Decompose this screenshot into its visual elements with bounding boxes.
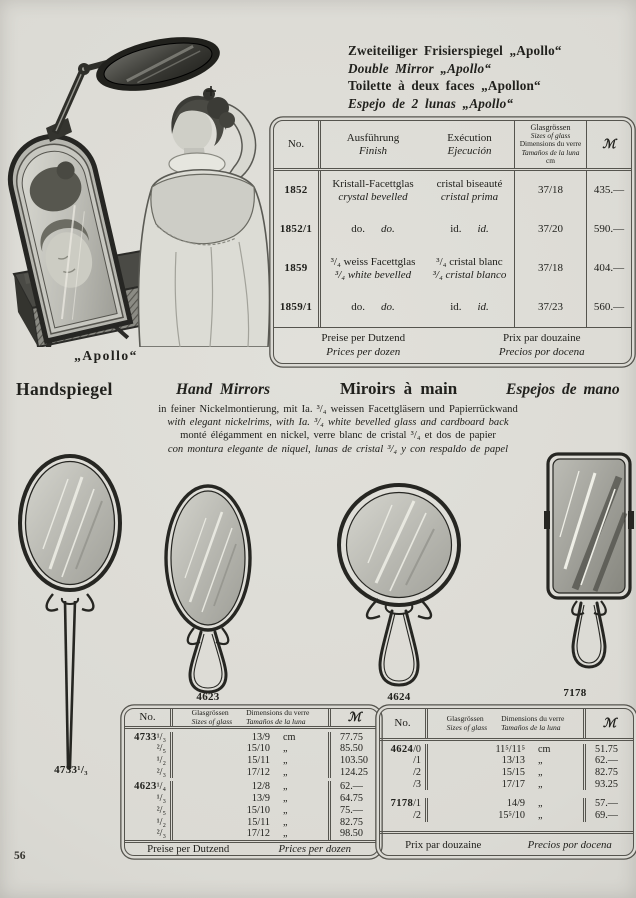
table-row [274, 210, 631, 249]
row-finish: ³/₄ weiss Facettglas ³/₄ white bevelled [330, 256, 416, 281]
title-english: Double Mirror „Apollo“ [348, 60, 492, 76]
header-price-mark: ℳ [347, 710, 362, 725]
table-header-row [125, 709, 378, 729]
row-price: 404.— [593, 262, 625, 275]
section-heading-german: Handspiegel [16, 379, 113, 399]
mirror-label-7178: 7178 [563, 687, 587, 699]
apollo-dressing-mirror-illustration [6, 12, 276, 347]
header-no: No. [274, 121, 321, 168]
illustration-caption: „Apollo“ [74, 348, 138, 363]
row-no: 1859 [274, 249, 321, 288]
row-size: 37/18 [515, 249, 587, 288]
row-size: 37/23 [515, 288, 587, 327]
footer-per-dozen-de-en: Preise per Dutzend Prices per dozen [321, 332, 406, 358]
table-row: ¹/₂ 15/11 „ 82.75 [125, 817, 378, 829]
header-price-mark: ℳ [602, 716, 617, 730]
hand-mirrors-price-table-left [124, 708, 379, 856]
apollo-price-table [273, 120, 632, 364]
table-body [125, 729, 378, 840]
table-body [380, 741, 633, 831]
row-execution: id. id. [425, 288, 515, 327]
title-german: Zweiteiliger Frisierspiegel „Apollo“ [348, 43, 562, 58]
table-row: ²/₃ 17/12 „ 98.50 [125, 828, 378, 840]
table-row: ¹/₃ 13/9 „ 64.75 [125, 793, 378, 805]
table-row: 4733¹/₃ 13/9 cm 77.75 [125, 732, 378, 744]
table-header-row [380, 709, 633, 741]
header-execution: Exécution Ejecución [425, 121, 515, 168]
table-row [274, 171, 631, 210]
row-price: 560.— [593, 301, 625, 314]
table-row: ²/₃ 17/12 „ 124.25 [125, 767, 378, 779]
row-size: 37/20 [515, 210, 587, 249]
hand-mirror-7178-illustration [541, 449, 636, 681]
row-finish: do. do. [351, 301, 395, 314]
table-row [274, 288, 631, 327]
row-execution: ³/₄ cristal blanc ³/₄ cristal blanco [425, 249, 515, 288]
row-execution: cristal biseauté cristal prima [425, 171, 515, 210]
row-finish: Kristall-Facettglas crystal bevelled [332, 178, 414, 203]
header-no: No. [380, 709, 428, 738]
title-french: Toilette à deux faces „Apollon“ [348, 78, 541, 93]
section-description [98, 403, 578, 456]
row-size: 37/18 [515, 171, 587, 210]
hand-mirror-4624-illustration [334, 479, 464, 691]
header-glass-sizes: Glasgrössen Sizes of glass Dimensions du verre Tamaños de la luna [428, 709, 586, 738]
table-row: ²/₅ 15/10 „ 75.— [125, 805, 378, 817]
section-heading-spanish: Espejos de mano [506, 381, 620, 398]
table-footer [274, 327, 631, 363]
hand-mirrors-price-table-right [379, 708, 634, 856]
header-glass-sizes: Glasgrössen Sizes of glass Dimensions du verre Tamaños de la luna [173, 709, 331, 726]
mirror-label-4624: 4624 [387, 691, 411, 703]
description-english: with elegant nickelrims, with Ia. ³/₄ white bevelled glass and cardboard back [167, 417, 509, 429]
description-german: in feiner Nickelmontierung, mit Ia. ³/₄ weissen Facettgläsern und Papierrückwand [158, 404, 518, 415]
section-heading-french: Miroirs à main [340, 379, 458, 398]
table-row: ¹/₂ 15/11 „ 103.50 [125, 755, 378, 767]
product-title-block [348, 42, 633, 112]
header-glass-sizes: Glasgrössen Sizes of glass Dimensions du verre Tamaños de la luna cm [515, 121, 587, 168]
hand-mirror-4623-illustration [160, 482, 256, 694]
footer-per-dozen-de: Preise per Dutzend [147, 842, 230, 855]
table-row: /3 17/17 „ 93.25 [380, 779, 633, 791]
row-finish: do. do. [351, 223, 395, 236]
row-no: 1852/1 [274, 210, 321, 249]
row-no: 1859/1 [274, 288, 321, 327]
row-price: 590.— [593, 223, 625, 236]
description-spanish: con montura elegante de niquel, lunas de cristal ³/₄ y con respaldo de papel [167, 443, 509, 455]
footer-per-dozen-fr: Prix par douzaine [405, 838, 482, 851]
page-number: 56 [14, 850, 26, 862]
row-price: 435.— [593, 184, 625, 197]
table-row: ²/₅ 15/10 „ 85.50 [125, 743, 378, 755]
table-footer [380, 831, 633, 855]
header-no: No. [125, 709, 173, 726]
row-execution: id. id. [425, 210, 515, 249]
mirror-label-4733: 4733¹/₃ [54, 764, 88, 776]
hand-mirror-4733-illustration [10, 449, 130, 771]
mirror-label-4623: 4623 [196, 691, 220, 703]
header-finish: Ausführung Finish [346, 132, 400, 157]
table-row [274, 249, 631, 288]
table-header-row [274, 121, 631, 171]
header-price-mark: ℳ [602, 137, 616, 152]
description-french: monté élégamment en nickel, verre blanc de cristal ³/₄ et dos de papier [180, 430, 496, 442]
footer-per-dozen-es: Precios por docena [527, 838, 612, 851]
table-row: 7178/1 14/9 „ 57.— [380, 798, 633, 810]
row-no: 1852 [274, 171, 321, 210]
table-row: /2 15⁵/10 „ 69.— [380, 810, 633, 822]
section-heading-english: Hand Mirrors [176, 381, 271, 398]
table-footer [125, 840, 378, 855]
table-row: 4623¹/₄ 12/8 „ 62.— [125, 781, 378, 793]
table-row: /2 15/15 „ 82.75 [380, 767, 633, 779]
footer-per-dozen-fr-es: Prix par douzaine Precios por docena [498, 332, 585, 358]
table-row: 4624/0 11⁵/11⁵ cm 51.75 [380, 744, 633, 756]
footer-per-dozen-en: Prices per dozen [278, 842, 352, 855]
table-row: /1 13/13 „ 62.— [380, 755, 633, 767]
title-spanish: Espejo de 2 lunas „Apollo“ [348, 95, 514, 111]
